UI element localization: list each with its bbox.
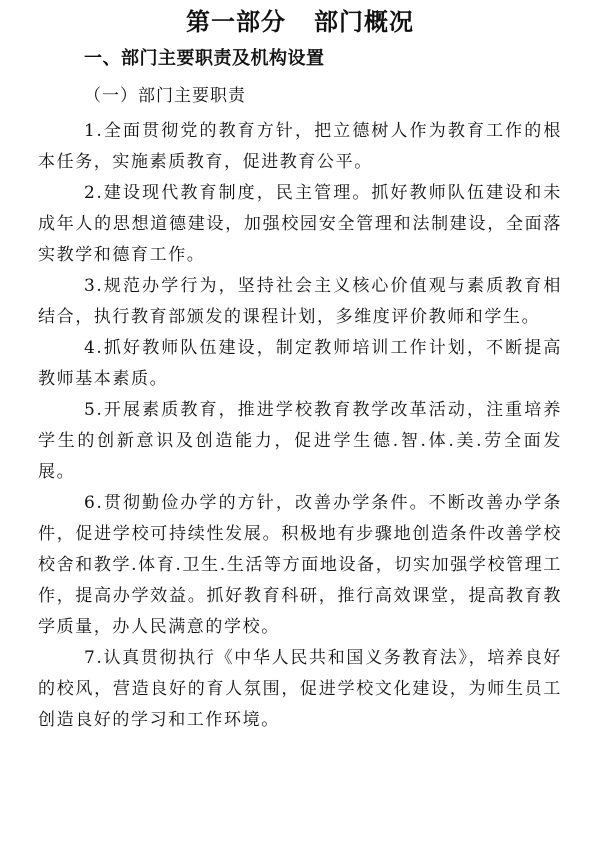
duty-paragraph-4: 4.抓好教师队伍建设，制定教师培训工作计划，不断提高教师基本素质。	[38, 338, 562, 389]
duty-paragraph-2: 2.建设现代教育制度，民主管理。抓好教师队伍建设和未成年人的思想道德建设，加强校园安全管理和法制建设，全面落实教学和德育工作。	[38, 183, 562, 265]
duty-paragraph-5: 5.开展素质教育，推进学校教育教学改革活动，注重培养学生的创新意识及创造能力，促进学生德.智.体.美.劳全面发展。	[38, 400, 562, 482]
duty-paragraph-3: 3.规范办学行为，坚持社会主义核心价值观与素质教育相结合，执行教育部颁发的课程计划，多维度评价教师和学生。	[38, 276, 562, 327]
sub-heading: （一）部门主要职责	[84, 86, 246, 106]
duty-paragraph-7: 7.认真贯彻执行《中华人民共和国义务教育法》，培养良好的校风，营造良好的育人氛围，促进学校文化建设，为师生员工创造良好的学习和工作环境。	[38, 648, 562, 730]
document-body	[38, 116, 562, 736]
duty-paragraph-6: 6.贯彻勤俭办学的方针，改善办学条件。不断改善办学条件，促进学校可持续性发展。积极地有步骤地创造条件改善学校校舍和教学.体育.卫生.生活等方面地设备，切实加强学校管理工作，提高办学效益。抓好教育科研，推行高效课堂，提高教育教学质量，办人民满意的学校。	[38, 493, 562, 637]
section-heading: 一、部门主要职责及机构设置	[84, 48, 325, 69]
duty-paragraph-1: 1.全面贯彻党的教育方针，把立德树人作为教育工作的根本任务，实施素质教育，促进教育公平。	[38, 121, 562, 172]
page-title: 第一部分 部门概况	[185, 8, 415, 36]
